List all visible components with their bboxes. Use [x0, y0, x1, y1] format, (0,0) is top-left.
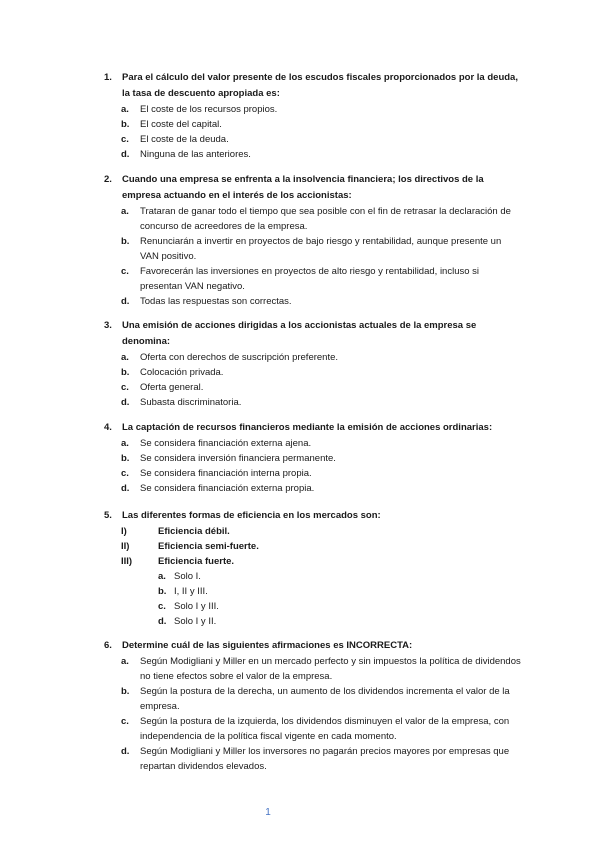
option-label: b.: [121, 119, 130, 130]
option-text: Oferta general.: [140, 382, 204, 393]
answer-option: [104, 714, 522, 744]
answer-option: [104, 350, 522, 365]
answer-option: [104, 264, 522, 294]
option-text: Se considera inversión financiera permanente.: [140, 453, 336, 464]
question-number: 1.: [104, 72, 112, 83]
option-label: a.: [121, 104, 129, 115]
question-stem: Para el cálculo del valor presente de los escudos fiscales proporcionados por la deuda, la tasa de descuento apropiada es:: [122, 72, 518, 99]
answer-option: [104, 204, 522, 234]
roman-statement: [104, 524, 522, 539]
option-label: c.: [121, 382, 129, 393]
question-stem: Las diferentes formas de eficiencia en los mercados son:: [122, 510, 381, 521]
option-label: b.: [121, 686, 130, 697]
roman-text: Eficiencia semi-fuerte.: [158, 541, 259, 552]
answer-option: [104, 294, 522, 309]
roman-text: Eficiencia débil.: [158, 526, 230, 537]
question-4: [104, 420, 522, 496]
answer-option: [104, 569, 522, 584]
option-text: Según Modigliani y Miller en un mercado perfecto y sin impuestos la política de dividendos no tiene efectos sobre el valor de la empresa.: [140, 656, 521, 682]
option-text: Solo I y III.: [174, 601, 219, 612]
option-label: d.: [121, 397, 130, 408]
option-text: Renunciarán a invertir en proyectos de bajo riesgo y rentabilidad, aunque presente un VAN positivo.: [140, 236, 502, 262]
answer-option: [104, 132, 522, 147]
option-label: b.: [121, 367, 130, 378]
roman-text: Eficiencia fuerte.: [158, 556, 235, 567]
answer-option: [104, 234, 522, 264]
option-text: Trataran de ganar todo el tiempo que sea posible con el fin de retrasar la declaración de concurso de acreedores de la empresa.: [140, 206, 511, 232]
answer-option: [104, 584, 522, 599]
question-6: [104, 638, 522, 774]
answer-option: [104, 102, 522, 117]
question-number: 3.: [104, 320, 112, 331]
option-label: c.: [121, 716, 129, 727]
option-text: El coste del capital.: [140, 119, 222, 130]
option-label: c.: [121, 266, 129, 277]
option-label: a.: [121, 206, 129, 217]
option-label: a.: [121, 438, 129, 449]
question-3: [104, 318, 522, 410]
question-number: 6.: [104, 640, 112, 651]
answer-option: [104, 599, 522, 614]
answer-option: [104, 147, 522, 162]
answer-option: [104, 684, 522, 714]
question-text: [104, 318, 522, 350]
option-label: d.: [158, 616, 167, 627]
question-text: [104, 420, 522, 436]
answer-option: [104, 436, 522, 451]
answer-option: [104, 481, 522, 496]
answer-option: [104, 466, 522, 481]
option-text: El coste de los recursos propios.: [140, 104, 278, 115]
question-text: [104, 508, 522, 524]
option-text: Se considera financiación externa ajena.: [140, 438, 312, 449]
answer-option: [104, 654, 522, 684]
option-label: a.: [121, 656, 129, 667]
question-number: 5.: [104, 510, 112, 521]
answer-option: [104, 744, 522, 774]
roman-label: I): [121, 526, 127, 537]
question-stem: Una emisión de acciones dirigidas a los accionistas actuales de la empresa se denomina:: [122, 320, 477, 347]
option-text: Según la postura de la derecha, un aumento de los dividendos incrementa el valor de la empresa.: [140, 686, 510, 712]
option-label: d.: [121, 296, 130, 307]
answer-option: [104, 395, 522, 410]
option-label: a.: [158, 571, 166, 582]
option-label: b.: [158, 586, 167, 597]
question-stem: Cuando una empresa se enfrenta a la insolvencia financiera; los directivos de la empresa actuando en el interés de los accionistas:: [122, 174, 484, 201]
option-text: Favorecerán las inversiones en proyectos de alto riesgo y rentabilidad, incluso si presentan VAN negativo.: [140, 266, 480, 292]
option-label: d.: [121, 149, 130, 160]
option-label: b.: [121, 453, 130, 464]
option-label: c.: [158, 601, 166, 612]
question-1: [104, 70, 522, 162]
answer-option: [104, 380, 522, 395]
question-5: [104, 508, 522, 629]
option-text: Ninguna de las anteriores.: [140, 149, 251, 160]
page-number: 1: [265, 807, 271, 818]
question-stem: La captación de recursos financieros mediante la emisión de acciones ordinarias:: [122, 422, 493, 433]
question-number: 4.: [104, 422, 112, 433]
question-stem: Determine cuál de las siguientes afirmaciones es INCORRECTA:: [122, 640, 413, 651]
option-text: Solo I.: [174, 571, 201, 582]
option-text: El coste de la deuda.: [140, 134, 229, 145]
answer-option: [104, 451, 522, 466]
option-label: c.: [121, 468, 129, 479]
question-number: 2.: [104, 174, 112, 185]
option-text: Se considera financiación interna propia.: [140, 468, 312, 479]
option-text: I, II y III.: [174, 586, 208, 597]
option-text: Subasta discriminatoria.: [140, 397, 242, 408]
question-2: [104, 172, 522, 309]
roman-label: III): [121, 556, 133, 567]
option-text: Todas las respuestas son correctas.: [140, 296, 292, 307]
question-text: [104, 70, 522, 102]
option-text: Se considera financiación externa propia.: [140, 483, 315, 494]
question-text: [104, 638, 522, 654]
option-label: d.: [121, 746, 130, 757]
option-label: a.: [121, 352, 129, 363]
option-label: c.: [121, 134, 129, 145]
roman-statement: [104, 539, 522, 554]
option-label: d.: [121, 483, 130, 494]
option-text: Según la postura de la izquierda, los dividendos disminuyen el valor de la empresa, con independencia de la política fiscal vigente en cada momento.: [140, 716, 510, 742]
option-label: b.: [121, 236, 130, 247]
roman-statement: [104, 554, 522, 569]
answer-option: [104, 614, 522, 629]
answer-option: [104, 365, 522, 380]
roman-label: II): [121, 541, 130, 552]
question-text: [104, 172, 522, 204]
option-text: Colocación privada.: [140, 367, 224, 378]
answer-option: [104, 117, 522, 132]
option-text: Solo I y II.: [174, 616, 217, 627]
option-text: Oferta con derechos de suscripción preferente.: [140, 352, 339, 363]
option-text: Según Modigliani y Miller los inversores no pagarán precios mayores por empresas que repartan dividendos elevados.: [140, 746, 510, 772]
